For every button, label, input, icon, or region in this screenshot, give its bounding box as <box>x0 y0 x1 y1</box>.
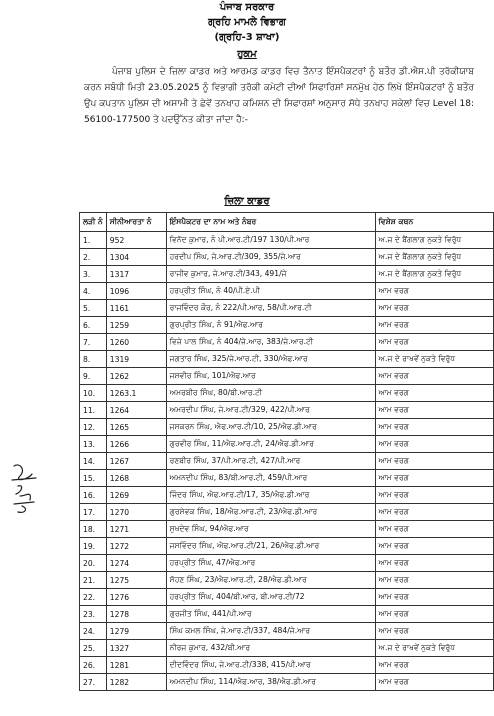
cell-serial: 7. <box>80 334 107 351</box>
cell-remarks: ਆਮ ਵਰਗ <box>375 521 493 538</box>
cell-inspector-name: ਦੀਦਵਿੰਦਰ ਸਿੰਘ, ਜੇ.ਆਰ.ਟੀ/338, 415/ਪੀ.ਆਰ <box>166 657 375 674</box>
cell-seniority: 1281 <box>106 657 166 674</box>
cell-remarks: ਆਮ ਵਰਗ <box>375 538 493 555</box>
cell-remarks: ਆਮ ਵਰਗ <box>375 334 493 351</box>
order-text: ਪੰਜਾਬ ਪੁਲਿਸ ਦੇ ਜ਼ਿਲਾ ਕਾਡਰ ਅਤੇ ਆਰਮਡ ਕਾਡਰ ਵਿਚ ਤੈਨਾਤ ਇੰਸਪੈਕਟਰਾਂ ਨੂੰ ਬਤੌਰ ਡੀ.ਐਸ.ਪੀ ਤਰੱਕੀਯਾਬ ਕਰਨ ਸਬੰਧੀ ਮਿਤੀ 23.05.2025 ਨੂੰ ਵਿਭਾਗੀ ਤਰੱਕੀ ਕਮੇਟੀ ਦੀਆਂ ਸਿਫਾਰਿਸ਼ਾਂ ਸਨਮੁੱਖ ਹੇਠ ਲਿਖੇ ਇੰਸਪੈਕਟਰਾਂ ਨੂੰ ਬਤੌਰ ਉਪ ਕਪਤਾਨ ਪੁਲਿਸ ਦੀ ਅਸਾਮੀ ਤੇ ਛੇਵੇਂ ਤਨਖਾਹ ਕਮਿਸ਼ਨ ਦੀ ਸਿਫਾਰਸ਼ਾਂ ਅਨੁਸਾਰ ਸੋਧੇ ਤਨਖਾਹ ਸਕੇਲਾਂ ਵਿਚ Level 18: 56100-177500 ਤੇ ਪਦਉੱਨਤ ਕੀਤਾ ਜਾਂਦਾ ਹੈ:- <box>84 67 474 125</box>
cell-serial: 11. <box>80 402 107 419</box>
cell-inspector-name: ਰਾਜੀਵ ਕੁਮਾਰ, ਜੇ.ਆਰ.ਟੀ/343, 491/ਜੇ <box>166 266 375 283</box>
table-row <box>80 606 494 623</box>
table-row <box>80 232 494 249</box>
cell-seniority: 1304 <box>106 249 166 266</box>
cell-serial: 23. <box>80 606 107 623</box>
cell-remarks: ਅ.ਜ ਦੇ ਬੈਂਗਲਾਗ ਨੁਕਤੇ ਵਿਰੁੱਧ <box>375 266 493 283</box>
table-row <box>80 368 494 385</box>
cell-inspector-name: ਸੋਹਣ ਸਿੰਘ, 23/ਐਫ.ਆਰ.ਟੀ, 28/ਐਫ.ਡੀ.ਆਰ <box>166 572 375 589</box>
cell-seniority: 1274 <box>106 555 166 572</box>
cell-inspector-name: ਨੀਰਜ ਕੁਮਾਰ, 432/ਬੀ.ਆਰ <box>166 640 375 657</box>
col-header-serial: ਲੜੀ ਨੰ <box>80 213 107 232</box>
cell-inspector-name: ਵਿਜੇ ਪਾਲ ਸਿੰਘ, ਨੰ 404/ਜੇ.ਆਰ, 383/ਜੇ.ਆਰ.ਟੀ <box>166 334 375 351</box>
cell-serial: 10. <box>80 385 107 402</box>
cell-remarks: ਆਮ ਵਰਗ <box>375 317 493 334</box>
cell-remarks: ਆਮ ਵਰਗ <box>375 368 493 385</box>
cell-inspector-name: ਹਰਦੀਪ ਸਿੰਘ, ਜੇ.ਆਰ.ਟੀ/309, 355/ਜੇ.ਆਰ <box>166 249 375 266</box>
table-row <box>80 317 494 334</box>
cell-inspector-name: ਅਮਰਬੀਰ ਸਿੰਘ, 80/ਬੀ.ਆਰ.ਟੀ <box>166 385 375 402</box>
table-row <box>80 572 494 589</box>
cell-remarks: ਆਮ ਵਰਗ <box>375 657 493 674</box>
table-row <box>80 283 494 300</box>
cell-remarks: ਅ.ਜ ਦੇ ਰਾਖਵੇਂ ਨੁਕਤੇ ਵਿਰੁੱਧ <box>375 640 493 657</box>
cell-remarks: ਆਮ ਵਰਗ <box>375 487 493 504</box>
cell-remarks: ਆਮ ਵਰਗ <box>375 589 493 606</box>
col-header-inspector-name: ਇੰਸਪੈਕਟਰ ਦਾ ਨਾਮ ਅਤੇ ਨੰਬਰ <box>166 213 375 232</box>
cell-inspector-name: ਸੁਖਦੇਵ ਸਿੰਘ, 94/ਐਫ.ਆਰ <box>166 521 375 538</box>
cell-serial: 19. <box>80 538 107 555</box>
cell-inspector-name: ਗੁਰਪ੍ਰੀਤ ਸਿੰਘ, ਨੰ 91/ਐਫ.ਆਰ <box>166 317 375 334</box>
govt-heading: ਪੰਜਾਬ ਸਰਕਾਰ <box>219 2 275 13</box>
table-row <box>80 521 494 538</box>
table-row <box>80 419 494 436</box>
cell-inspector-name: ਜਗਤਾਰ ਸਿੰਘ, 325/ਜੇ.ਆਰ.ਟੀ, 330/ਐਫ.ਆਰ <box>166 351 375 368</box>
cell-seniority: 1279 <box>106 623 166 640</box>
table-row <box>80 657 494 674</box>
cell-remarks: ਆਮ ਵਰਗ <box>375 436 493 453</box>
cell-remarks: ਅ.ਜ ਦੇ ਰਾਖਵੇਂ ਨੁਕਤੇ ਵਿਰੁੱਧ <box>375 351 493 368</box>
cell-remarks: ਆਮ ਵਰਗ <box>375 470 493 487</box>
cell-inspector-name: ਅਮਨਦੀਪ ਸਿੰਘ, 114/ਐਫ.ਆਰ, 38/ਐਫ.ਡੀ.ਆਰ <box>166 674 375 691</box>
cell-inspector-name: ਹਰਪ੍ਰੀਤ ਸਿੰਘ, 404/ਬੀ.ਆਰ, ਬੀ.ਆਰ.ਟੀ/72 <box>166 589 375 606</box>
cell-inspector-name: ਜਿੰਦਰ ਸਿੰਘ, ਐਫ.ਆਰ.ਟੀ/17, 35/ਐਫ.ਡੀ.ਆਰ <box>166 487 375 504</box>
cell-serial: 17. <box>80 504 107 521</box>
department-heading: ਗ੍ਰਹਿ ਮਾਮਲੇ ਵਿਭਾਗ <box>208 17 286 28</box>
cell-serial: 27. <box>80 674 107 691</box>
cell-seniority: 1317 <box>106 266 166 283</box>
table-row <box>80 504 494 521</box>
cell-remarks: ਆਮ ਵਰਗ <box>375 674 493 691</box>
district-cadre-heading: ਜ਼ਿਲਾ ਕਾਡਰ <box>224 196 270 207</box>
cell-serial: 21. <box>80 572 107 589</box>
cell-serial: 2. <box>80 249 107 266</box>
cell-seniority: 1272 <box>106 538 166 555</box>
cell-serial: 13. <box>80 436 107 453</box>
table-row <box>80 266 494 283</box>
cell-remarks: ਆਮ ਵਰਗ <box>375 572 493 589</box>
handwritten-signature <box>6 460 46 516</box>
cell-remarks: ਆਮ ਵਰਗ <box>375 555 493 572</box>
signature-scribble <box>6 460 46 516</box>
cell-seniority: 1278 <box>106 606 166 623</box>
table-row <box>80 623 494 640</box>
cell-serial: 22. <box>80 589 107 606</box>
cell-inspector-name: ਹਰਪ੍ਰੀਤ ਸਿੰਘ, 47/ਐਫ.ਆਰ <box>166 555 375 572</box>
cell-inspector-name: ਹਰਪ੍ਰੀਤ ਸਿੰਘ, ਨੰ 40/ਪੀ.ਏ.ਪੀ <box>166 283 375 300</box>
cell-serial: 18. <box>80 521 107 538</box>
table-row <box>80 453 494 470</box>
cell-inspector-name: ਸਿੰਘ ਕਮਲ ਸਿੰਘ, ਜੇ.ਆਰ.ਟੀ/337, 484/ਜੇ.ਆਰ <box>166 623 375 640</box>
cell-seniority: 1096 <box>106 283 166 300</box>
cell-serial: 24. <box>80 623 107 640</box>
cell-remarks: ਆਮ ਵਰਗ <box>375 623 493 640</box>
cell-seniority: 1260 <box>106 334 166 351</box>
table-row <box>80 249 494 266</box>
cell-serial: 6. <box>80 317 107 334</box>
cell-inspector-name: ਗੁਰਜੀਤ ਸਿੰਘ, 441/ਪੀ.ਆਰ <box>166 606 375 623</box>
cell-serial: 9. <box>80 368 107 385</box>
cell-seniority: 1269 <box>106 487 166 504</box>
cell-serial: 20. <box>80 555 107 572</box>
cell-remarks: ਆਮ ਵਰਗ <box>375 419 493 436</box>
table-row <box>80 538 494 555</box>
cell-seniority: 1266 <box>106 436 166 453</box>
table-row <box>80 351 494 368</box>
cell-seniority: 1275 <box>106 572 166 589</box>
col-header-seniority: ਸੀਨੀਆਰਤਾ ਨੰ <box>106 213 166 232</box>
cell-remarks: ਆਮ ਵਰਗ <box>375 300 493 317</box>
cell-inspector-name: ਅਮਰਦੀਪ ਸਿੰਘ, ਜੇ.ਆਰ.ਟੀ/329, 422/ਪੀ.ਆਰ <box>166 402 375 419</box>
table-row <box>80 589 494 606</box>
cell-inspector-name: ਰਣਬੀਰ ਸਿੰਘ, 37/ਪੀ.ਆਰ.ਟੀ, 427/ਪੀ.ਆਰ <box>166 453 375 470</box>
cell-remarks: ਆਮ ਵਰਗ <box>375 606 493 623</box>
table-row <box>80 436 494 453</box>
table-row <box>80 300 494 317</box>
cell-serial: 25. <box>80 640 107 657</box>
cell-seniority: 1270 <box>106 504 166 521</box>
cell-inspector-name: ਗੁਰਵੀਰ ਸਿੰਘ, 11/ਐਫ.ਆਰ.ਟੀ, 24/ਐਫ.ਡੀ.ਆਰ <box>166 436 375 453</box>
cell-seniority: 1282 <box>106 674 166 691</box>
branch-heading: (ਗ੍ਰਹਿ-3 ਸ਼ਾਖਾ) <box>214 32 280 43</box>
cell-serial: 26. <box>80 657 107 674</box>
table-row <box>80 674 494 691</box>
cell-seniority: 1267 <box>106 453 166 470</box>
cell-remarks: ਆਮ ਵਰਗ <box>375 504 493 521</box>
cell-inspector-name: ਰਾਜਵਿੰਦਰ ਕੌਰ, ਨੰ 222/ਪੀ.ਆਰ, 58/ਪੀ.ਆਰ.ਟੀ <box>166 300 375 317</box>
cell-inspector-name: ਗੁਰਸੇਵਕ ਸਿੰਘ, 18/ਐਫ.ਆਰ.ਟੀ, 23/ਐਫ.ਡੀ.ਆਰ <box>166 504 375 521</box>
cell-serial: 1. <box>80 232 107 249</box>
cell-seniority: 1263.1 <box>106 385 166 402</box>
cell-seniority: 1276 <box>106 589 166 606</box>
cell-remarks: ਆਮ ਵਰਗ <box>375 453 493 470</box>
col-header-remarks: ਵਿਸ਼ੇਸ਼ ਕਥਨ <box>375 213 493 232</box>
cell-serial: 12. <box>80 419 107 436</box>
cell-remarks: ਆਮ ਵਰਗ <box>375 402 493 419</box>
cell-seniority: 1262 <box>106 368 166 385</box>
cell-serial: 8. <box>80 351 107 368</box>
cell-seniority: 952 <box>106 232 166 249</box>
cell-seniority: 1259 <box>106 317 166 334</box>
cell-inspector-name: ਜਸਵੀਰ ਸਿੰਘ, 101/ਐਫ.ਆਰ <box>166 368 375 385</box>
cell-serial: 5. <box>80 300 107 317</box>
order-heading: ਹੁਕਮ <box>237 49 257 60</box>
cell-inspector-name: ਵਿਨੋਦ ਕੁਮਾਰ, ਨੰ ਪੀ.ਆਰ.ਟੀ/197 130/ਪੀ.ਆਰ <box>166 232 375 249</box>
cell-seniority: 1161 <box>106 300 166 317</box>
cell-seniority: 1268 <box>106 470 166 487</box>
order-paragraph <box>84 64 474 128</box>
table-row <box>80 487 494 504</box>
cell-seniority: 1271 <box>106 521 166 538</box>
cell-seniority: 1327 <box>106 640 166 657</box>
cell-serial: 3. <box>80 266 107 283</box>
cell-inspector-name: ਜਸਵਿੰਦਰ ਸਿੰਘ, ਐਫ.ਆਰ.ਟੀ/21, 26/ਐਫ.ਡੀ.ਆਰ <box>166 538 375 555</box>
cell-seniority: 1264 <box>106 402 166 419</box>
cell-serial: 4. <box>80 283 107 300</box>
table-row <box>80 640 494 657</box>
cell-remarks: ਅ.ਜ ਦੇ ਬੈਂਗਲਾਗ ਨੁਕਤੇ ਵਿਰੁੱਧ <box>375 232 493 249</box>
table-row <box>80 470 494 487</box>
cell-seniority: 1319 <box>106 351 166 368</box>
cell-remarks: ਆਮ ਵਰਗ <box>375 385 493 402</box>
table-header-row <box>80 213 494 232</box>
cell-remarks: ਆਮ ਵਰਗ <box>375 283 493 300</box>
cell-remarks: ਅ.ਜ ਦੇ ਬੈਂਗਲਾਗ ਨੁਕਤੇ ਵਿਰੁੱਧ <box>375 249 493 266</box>
table-row <box>80 334 494 351</box>
table-body <box>80 232 494 691</box>
cell-seniority: 1265 <box>106 419 166 436</box>
cell-inspector-name: ਜਸਕਰਨ ਸਿੰਘ, ਐਫ.ਆਰ.ਟੀ/10, 25/ਐਫ.ਡੀ.ਆਰ <box>166 419 375 436</box>
cell-serial: 14. <box>80 453 107 470</box>
cell-serial: 15. <box>80 470 107 487</box>
table-row <box>80 402 494 419</box>
promotion-table <box>79 212 494 691</box>
cell-serial: 16. <box>80 487 107 504</box>
cell-inspector-name: ਅਮਨਦੀਪ ਸਿੰਘ, 83/ਬੀ.ਆਰ.ਟੀ, 459/ਪੀ.ਆਰ <box>166 470 375 487</box>
table-row <box>80 555 494 572</box>
table-row <box>80 385 494 402</box>
